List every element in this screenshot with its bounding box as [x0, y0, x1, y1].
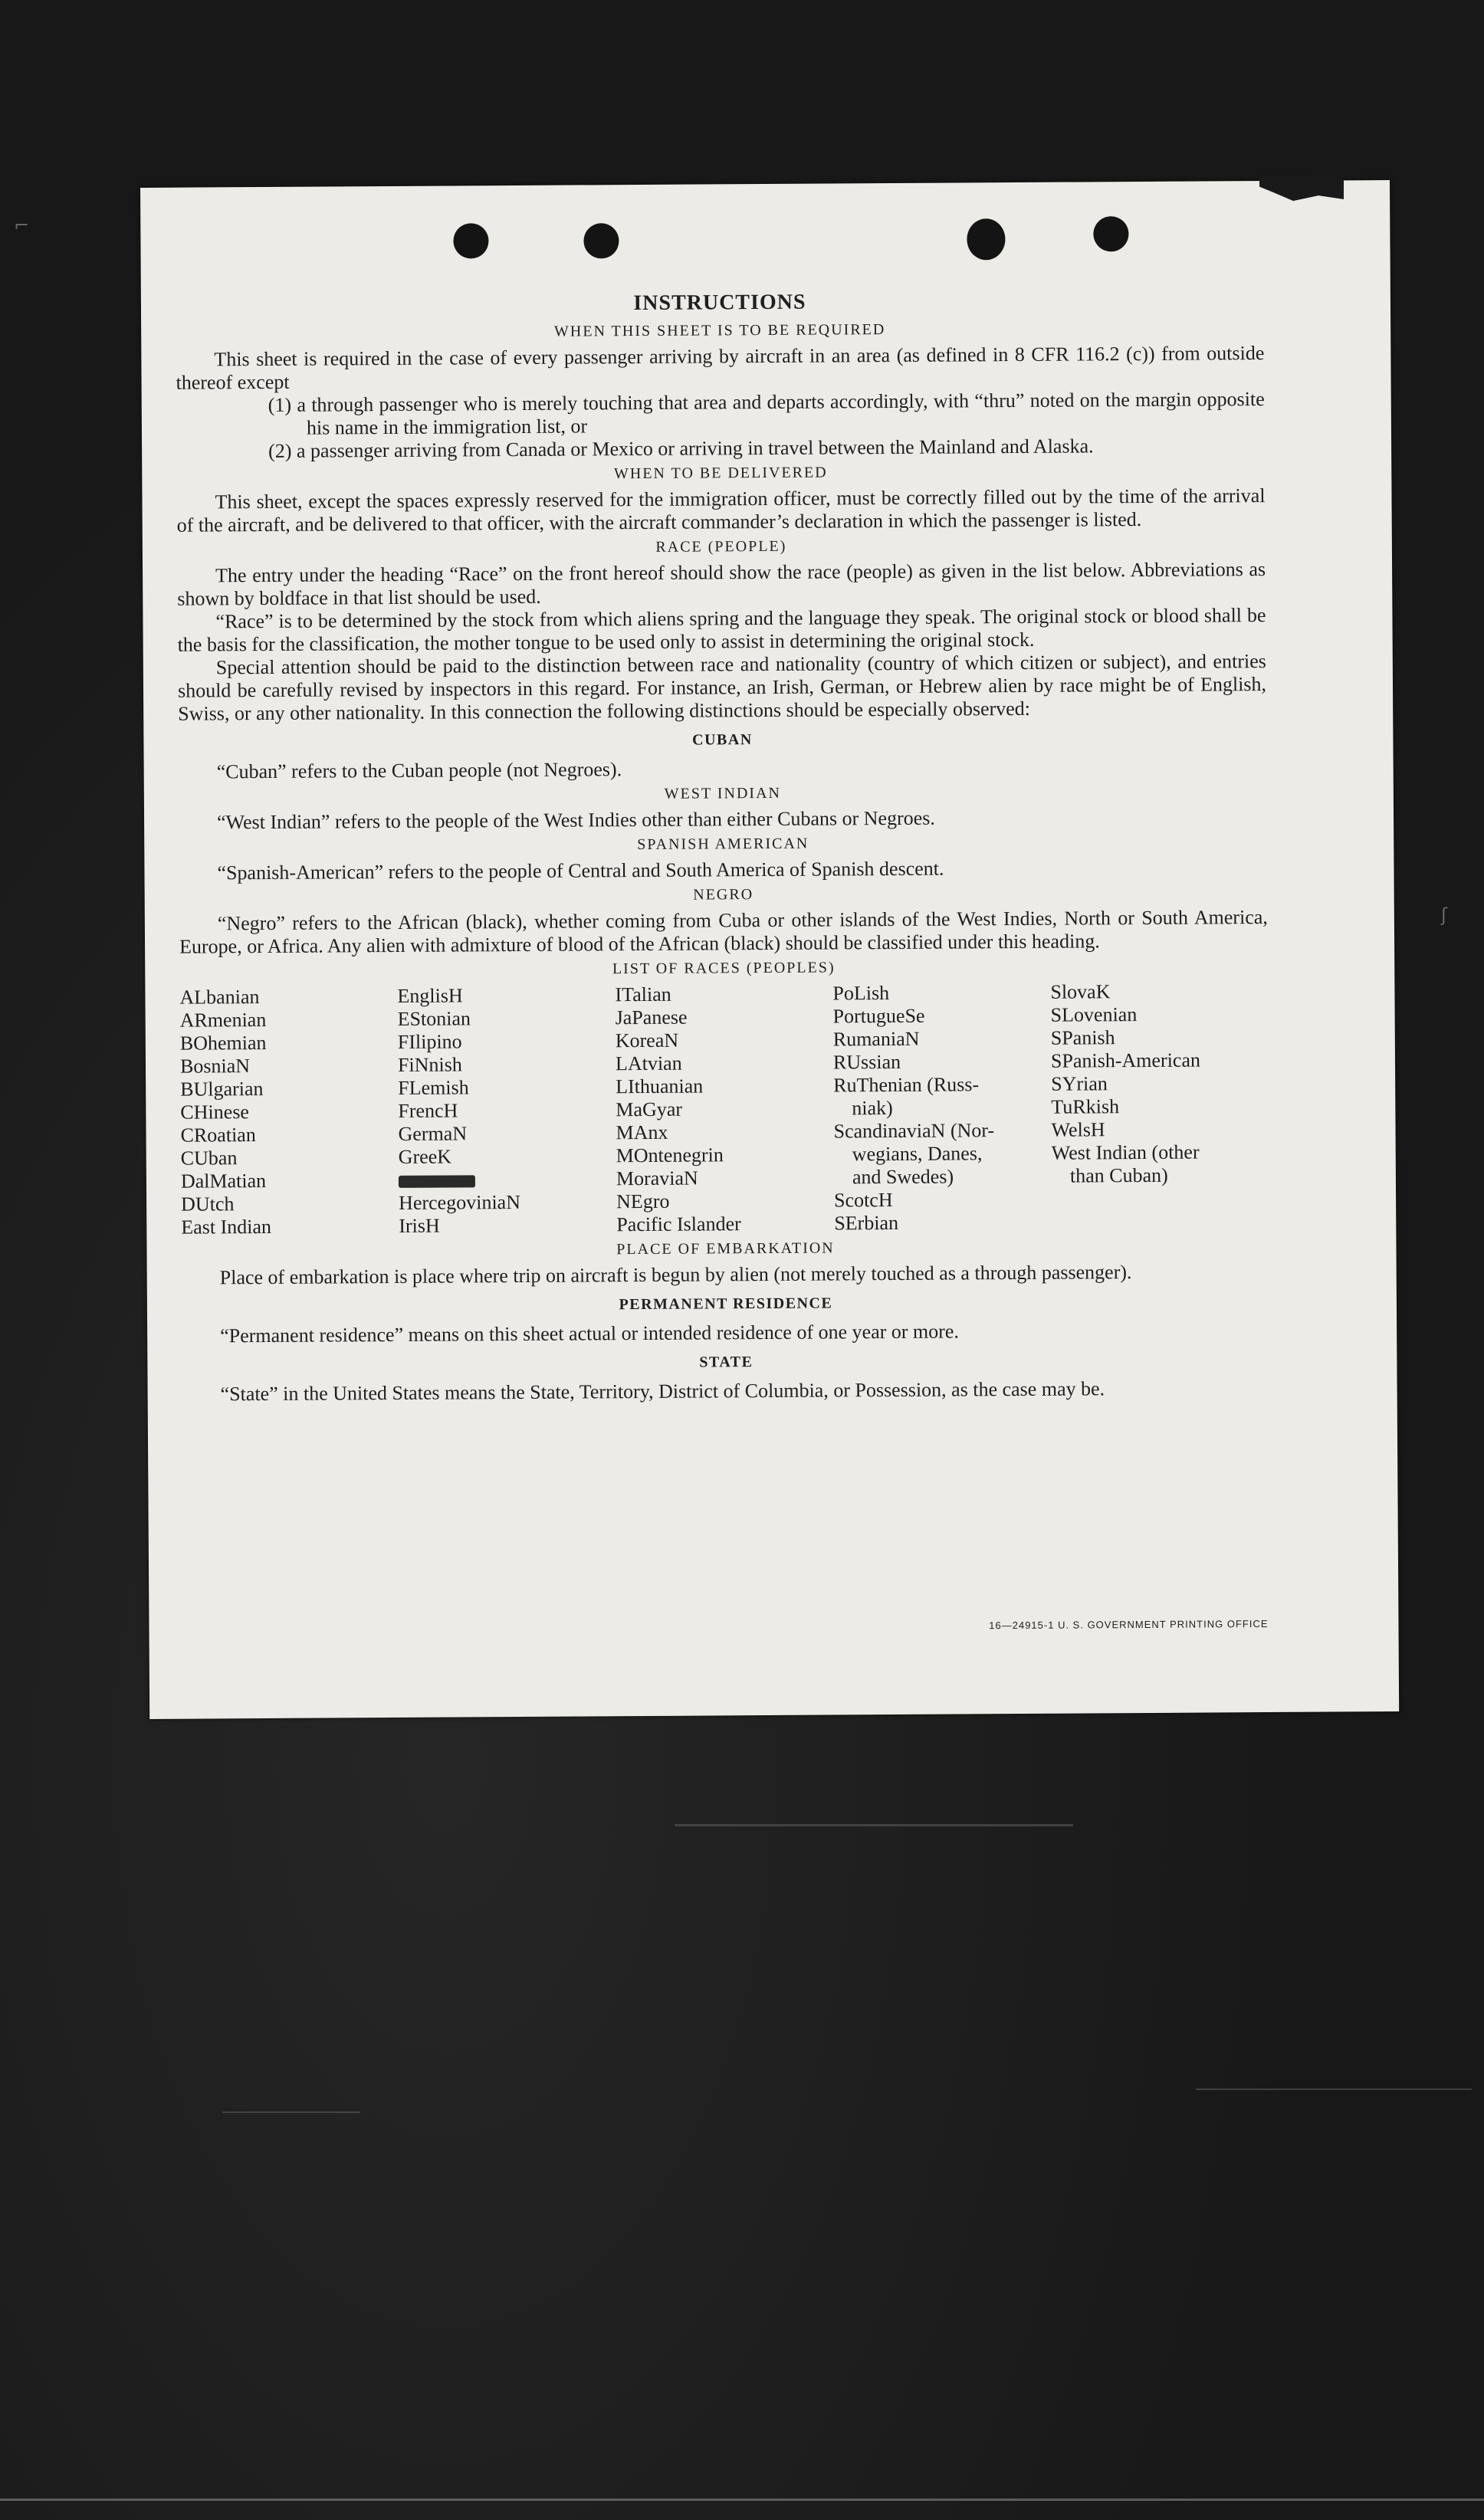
race-paragraph: Special attention should be paid to the distinction between race and nationality (country of which citizen or subject), and entries should be carefully revised by inspectors in this regard. For instance, an Irish, German, or Hebrew alien by race might be of English, Swiss, or any other nationality. In this connection the following distinctions should be especially observed: — [177, 650, 1267, 725]
race-entry: EnglisH — [397, 984, 463, 1007]
exception-number: (1) — [268, 393, 292, 416]
race-entry: FIlipino — [397, 1030, 462, 1053]
race-entry: ScotcH — [834, 1189, 893, 1212]
race-entry: PortugueSe — [832, 1004, 925, 1028]
race-entry: SlovaK — [1050, 980, 1111, 1003]
exception-text: a through passenger who is merely touching that area and departs accordingly, with “thru” noted on the margin opposite his name in the immigration list, or — [297, 388, 1265, 439]
scan-artifact-line — [0, 2499, 1484, 2501]
race-entry: FiNnish — [397, 1053, 462, 1076]
race-entry: DalMatian — [180, 1170, 267, 1193]
race-entry: GermaN — [398, 1122, 468, 1145]
race-entry: RUssian — [832, 1050, 901, 1074]
race-entry: CUban — [180, 1147, 238, 1170]
spanish-american-text: “Spanish-American” refers to the people of Central and South America of Spanish descent. — [217, 857, 944, 884]
when-delivered-text: This sheet, except the spaces expressly reserved for the immigration officer, must be correctly filled out by the time of the arrival of the aircraft, and be delivered to that officer, with the aircraft commander’s declaration in which the passenger is listed. — [176, 484, 1266, 536]
exception-number: (2) — [268, 439, 292, 462]
punch-hole — [583, 223, 619, 258]
redaction-scribble — [399, 1175, 475, 1188]
race-entry: IrisH — [399, 1214, 440, 1237]
race-entry: SErbian — [834, 1211, 899, 1235]
punch-hole — [453, 223, 488, 258]
race-entry-redacted — [399, 1167, 616, 1192]
races-column-4 — [832, 981, 1052, 1235]
page-title: INSTRUCTIONS — [633, 290, 806, 316]
race-entry: MoraviaN — [616, 1166, 698, 1190]
section-heading-state: STATE — [699, 1354, 753, 1371]
section-heading-cuban: CUBAN — [692, 731, 753, 749]
race-entry-continuation: and Swedes) — [852, 1165, 954, 1189]
race-entry: GreeK — [398, 1145, 452, 1168]
scan-artifact-mark: ʃ — [1441, 904, 1448, 926]
races-column-3 — [615, 982, 834, 1236]
section-heading-when-required: WHEN THIS SHEET IS TO BE REQUIRED — [553, 321, 886, 340]
race-entry-continuation: wegians, Danes, — [852, 1142, 983, 1166]
scan-artifact-line — [1196, 2089, 1472, 2090]
race-entry: RumaniaN — [832, 1027, 920, 1051]
races-column-2 — [397, 983, 616, 1238]
race-entry: BosniaN — [179, 1055, 251, 1078]
race-entry: East Indian — [181, 1215, 272, 1239]
race-entry: BUlgarian — [180, 1078, 264, 1101]
race-entry: MaGyar — [616, 1098, 683, 1121]
races-list — [179, 979, 1269, 1239]
race-entry: MAnx — [616, 1121, 668, 1144]
punch-hole — [1093, 216, 1128, 251]
section-heading-permanent-residence: PERMANENT RESIDENCE — [619, 1294, 833, 1314]
race-entry: ITalian — [615, 983, 671, 1006]
race-entry: CHinese — [180, 1101, 250, 1124]
cuban-text: “Cuban” refers to the Cuban people (not Negroes). — [216, 758, 622, 783]
race-entry: FrencH — [398, 1099, 458, 1122]
instructions-content — [176, 288, 1271, 1406]
punch-hole — [967, 218, 1005, 260]
section-heading-race: RACE (PEOPLE) — [655, 537, 787, 556]
section-heading-west-indian: WEST INDIAN — [664, 784, 782, 802]
race-entry: KoreaN — [615, 1029, 679, 1052]
race-entry: ScandinaviaN (Nor- — [833, 1119, 995, 1143]
race-entry: ARmenian — [179, 1008, 267, 1032]
race-entry: ALbanian — [179, 986, 260, 1009]
race-entry: LAtvian — [615, 1052, 682, 1075]
race-entry: WelsH — [1051, 1118, 1105, 1141]
section-heading-negro: NEGRO — [693, 886, 754, 904]
when-required-text: This sheet is required in the case of every passenger arriving by aircraft in an area (as defined in 8 CFR 116.2 (c)) from outside thereof except — [176, 342, 1265, 394]
race-entry: TuRkish — [1051, 1095, 1120, 1118]
section-heading-when-delivered: WHEN TO BE DELIVERED — [613, 464, 828, 483]
race-entry: FLemish — [398, 1076, 469, 1099]
race-entry: RuThenian (Russ- — [833, 1073, 980, 1097]
race-entry-continuation: than Cuban) — [1069, 1163, 1168, 1187]
instruction-sheet — [140, 180, 1399, 1719]
torn-corner — [1259, 176, 1344, 202]
scan-artifact-mark: ⌐ — [14, 215, 30, 236]
race-entry: PoLish — [832, 982, 890, 1005]
race-entry: West Indian (other — [1051, 1140, 1200, 1164]
race-entry-continuation: niak) — [852, 1097, 893, 1120]
section-heading-list-of-races: LIST OF RACES (PEOPLES) — [612, 959, 836, 978]
west-indian-text: “West Indian” refers to the people of the West Indies other than either Cubans or Negroes. — [216, 806, 935, 834]
race-entry: SPanish — [1050, 1026, 1115, 1049]
race-entry: CRoatian — [180, 1124, 256, 1147]
race-entry: LIthuanian — [616, 1075, 704, 1098]
races-column-5 — [1050, 979, 1269, 1234]
printer-imprint: 16—24915-1 U. S. GOVERNMENT PRINTING OFFICE — [989, 1618, 1269, 1632]
race-entry: JaPanese — [615, 1006, 688, 1029]
race-paragraph: “Race” is to be determined by the stock from which aliens spring and the language they speak. The original stock or blood shall be the basis for the classification, the mother tongue to be used only to assist in determining the original stock. — [177, 604, 1266, 656]
section-heading-spanish-american: SPANISH AMERICAN — [637, 835, 809, 854]
exception-item-1 — [176, 388, 1265, 441]
negro-text: “Negro” refers to the African (black), whether coming from Cuba or other islands of the West Indies, North or South America, Europe, or Africa. Any alien with admixture of blood of the African (black) should be classified under this heading. — [179, 906, 1268, 958]
exception-text: a passenger arriving from Canada or Mexico or arriving in travel between the Mainland and Alaska. — [296, 435, 1094, 462]
race-entry: EStonian — [397, 1007, 471, 1030]
race-entry: DUtch — [181, 1193, 235, 1216]
section-heading-embarkation: PLACE OF EMBARKATION — [616, 1239, 835, 1258]
scan-artifact-line — [675, 1824, 1073, 1826]
race-entry: SLovenian — [1050, 1003, 1138, 1026]
race-entry: NEgro — [616, 1189, 670, 1213]
permanent-residence-text: “Permanent residence” means on this sheet actual or intended residence of one year or more. — [220, 1320, 960, 1347]
race-entry: BOhemian — [179, 1031, 267, 1055]
race-entry: MOntenegrin — [616, 1144, 724, 1167]
race-entry: SYrian — [1051, 1072, 1108, 1095]
races-column-1 — [179, 985, 399, 1239]
embarkation-text: Place of embarkation is place where trip on aircraft is begun by alien (not merely touched as a through passenger). — [219, 1261, 1132, 1289]
state-text: “State” in the United States means the State, Territory, District of Columbia, or Possession, as the case may be. — [220, 1377, 1105, 1406]
race-entry: SPanish-American — [1050, 1048, 1201, 1072]
race-entry: HercegoviniaN — [399, 1190, 521, 1214]
race-entry: Pacific Islander — [616, 1212, 741, 1236]
race-paragraph: The entry under the heading “Race” on the front hereof should show the race (people) as given in the list below. Abbreviations as shown by boldface in that list should be used. — [177, 558, 1266, 610]
scan-artifact-line — [222, 2111, 360, 2113]
